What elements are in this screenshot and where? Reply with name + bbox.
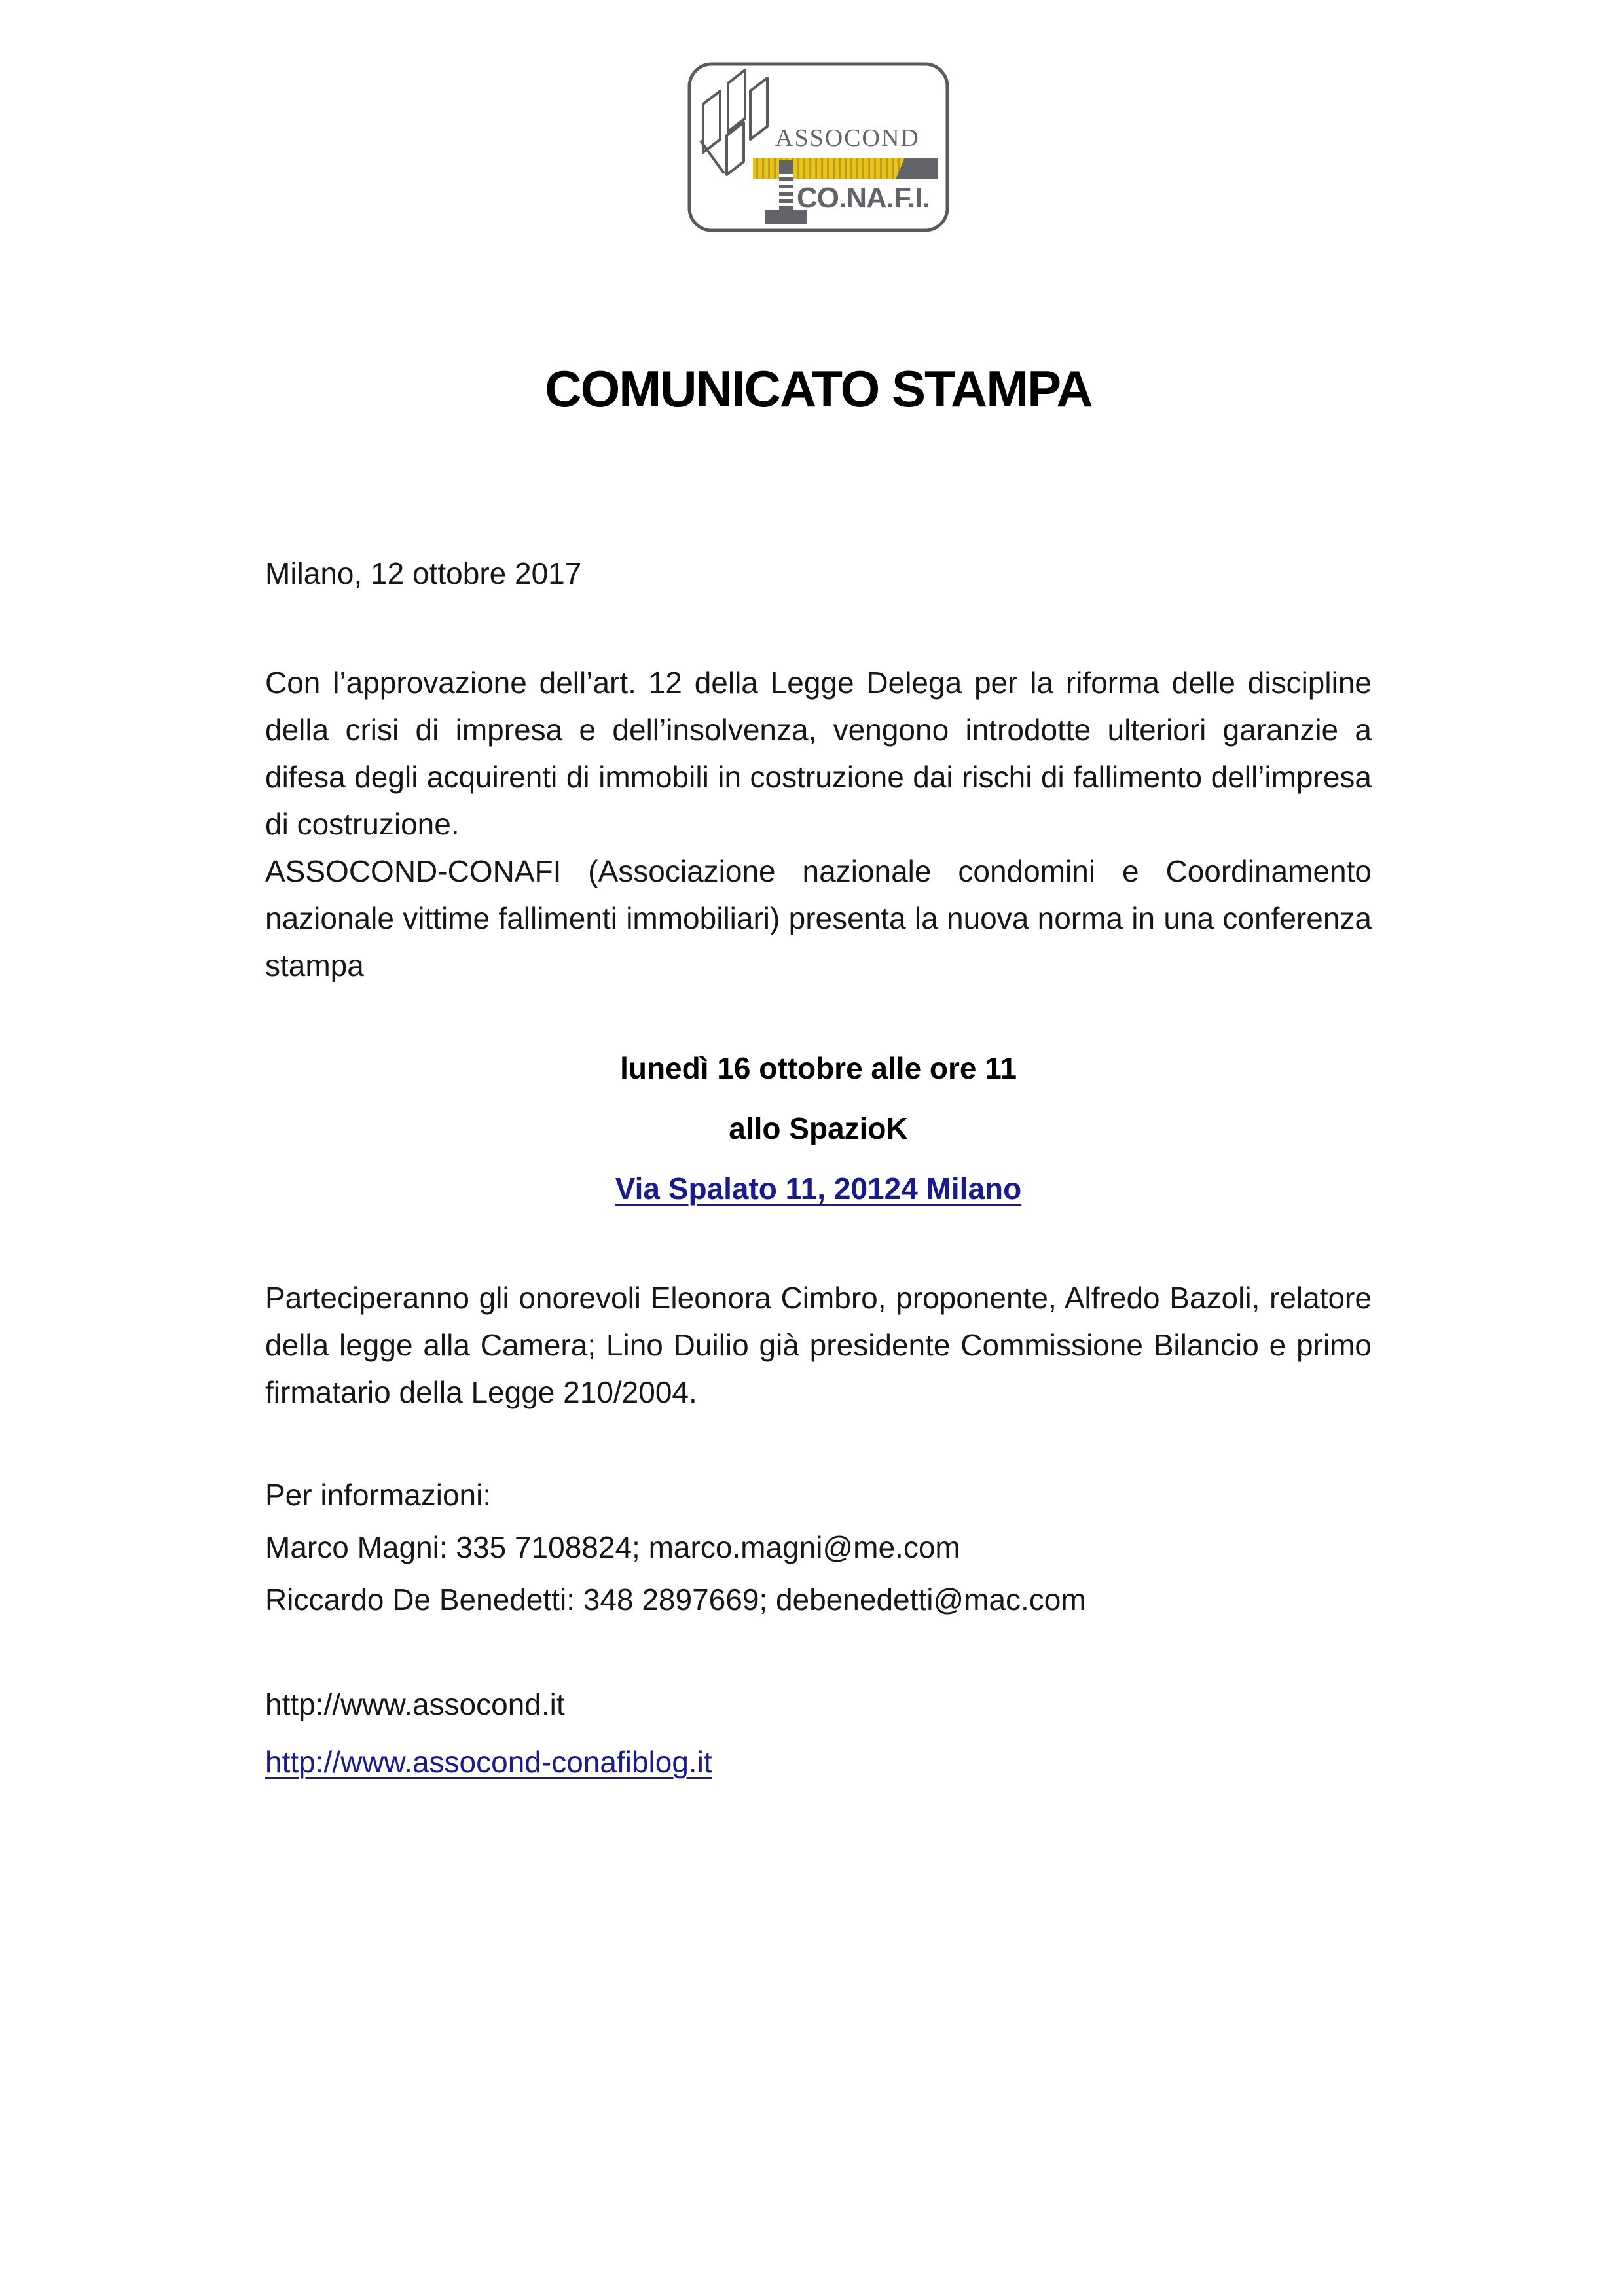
paragraph-participants: Parteciperanno gli onorevoli Eleonora Cimbro, proponente, Alfredo Bazoli, relatore della legge alla Camera; Lino Duilio già presidente Commissione Bilancio e primo firmatario della Legge 210/2004. [265,1281,1372,1409]
paragraph-intro: Con l’approvazione dell’art. 12 della Legge Delega per la riforma delle discipline della crisi di impresa e dell’insolvenza, vengono introdotte ulteriori garanzie a difesa degli acquirenti di immobili in costruzione dai rischi di fallimento dell’impresa di costruzione. [265,666,1372,841]
event-datetime: lunedì 16 ottobre alle ore 11 [620,1051,1017,1085]
page-title: COMUNICATO STAMPA [545,360,1092,418]
logo-graphic [687,62,949,232]
logo-conafi-text: CO.NA.F.I. [797,182,930,214]
dateline: Milano, 12 ottobre 2017 [265,556,582,590]
yellow-tape-bar [753,158,905,179]
contact-line-marco: Marco Magni: 335 7108824; marco.magni@me.com [265,1530,960,1564]
assocond-conafi-logo [687,62,949,232]
event-block [265,1045,1372,1212]
contact-line-riccardo: Riccardo De Benedetti: 348 2897669; debenedetti@mac.com [265,1583,1086,1617]
contacts-heading: Per informazioni: [265,1478,492,1512]
paragraph-association: ASSOCOND-CONAFI (Associazione nazionale condomini e Coordinamento nazionale vittime fallimenti immobiliari) presenta la nuova norma in una conferenza stampa [265,854,1372,982]
blog-link[interactable]: http://www.assocond-conafiblog.it [265,1745,712,1779]
logo-assocond-text: ASSOCOND [775,124,920,152]
event-address-link[interactable]: Via Spalato 11, 20124 Milano [615,1172,1022,1206]
website-url-text: http://www.assocond.it [265,1687,565,1721]
event-venue: allo SpazioK [729,1111,908,1145]
